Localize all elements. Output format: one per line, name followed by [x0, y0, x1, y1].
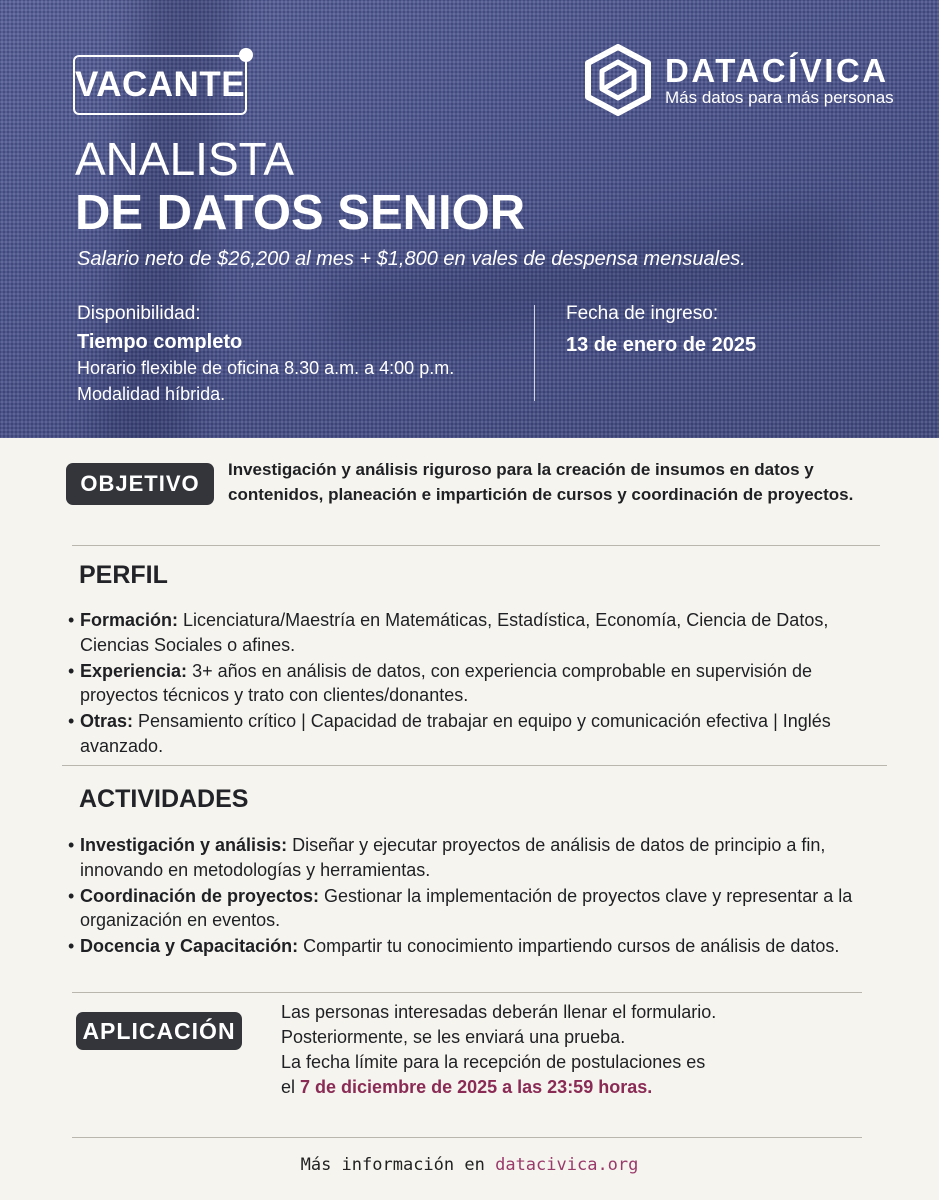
aplicacion-line [281, 1075, 841, 1100]
list-item [68, 934, 868, 959]
list-item-text: Licenciatura/Maestría en Matemáticas, Estadística, Economía, Ciencia de Datos, Ciencias Sociales o afines. [80, 610, 829, 655]
list-item-text: Gestionar la implementación de proyectos clave y representar a la organización en eventos. [80, 885, 853, 930]
list-item-term: Coordinación de proyectos: [80, 885, 320, 906]
aplicacion-badge: APLICACIÓN [76, 1012, 242, 1050]
list-item-term: Experiencia: [80, 660, 188, 681]
list-item-text: Compartir tu conocimiento impartiendo cursos de análisis de datos. [303, 936, 840, 956]
logo-tagline: Más datos para más personas [665, 88, 894, 107]
footer-link[interactable]: datacivica.org [495, 1155, 639, 1175]
job-title-line2: DE DATOS SENIOR [75, 186, 526, 240]
aplicacion-line: Posteriormente, se les enviará una prueba. [281, 1027, 626, 1047]
section-divider [72, 992, 862, 993]
header-divider [534, 305, 535, 401]
aplicacion-line: La fecha límite para la recepción de postulaciones es [281, 1052, 706, 1072]
aplicacion-line: Las personas interesadas deberán llenar el formulario. [281, 1002, 717, 1022]
logo-name: DATACÍVICA [665, 52, 889, 89]
actividades-list [68, 833, 868, 960]
list-item-term: Otras: [80, 711, 134, 731]
aplicacion-prefix: el [281, 1077, 296, 1097]
datacivica-hexagon-icon [583, 44, 653, 116]
list-item-text: Pensamiento crítico | Capacidad de trabajar en equipo y comunicación efectiva | Inglés avanzado. [80, 711, 831, 756]
salary-text: Salario neto de $26,200 al mes + $1,800 en vales de despensa mensuales. [77, 248, 746, 270]
list-item-term: Investigación y análisis: [80, 835, 288, 855]
vacante-badge: VACANTE [73, 55, 247, 115]
list-item [68, 884, 868, 933]
objetivo-text: Investigación y análisis riguroso para la creación de insumos en datos y contenidos, planeación e impartición de cursos y coordinación de proyectos. [228, 460, 854, 504]
availability-value: Tiempo completo [77, 331, 243, 353]
list-item-term: Docencia y Capacitación: [80, 936, 299, 956]
aplicacion-text [281, 1000, 841, 1100]
job-title-line1: ANALISTA [75, 133, 294, 185]
section-divider [62, 765, 887, 766]
availability-mode: Modalidad híbrida. [77, 384, 226, 404]
section-divider [72, 545, 880, 546]
list-item [68, 608, 868, 657]
list-item-text: 3+ años en análisis de datos, con experiencia comprobable en supervisión de proyectos técnicos y trato con clientes/donantes. [80, 660, 812, 705]
list-item [68, 833, 868, 882]
section-divider [72, 1137, 862, 1138]
deadline-text: 7 de diciembre de 2025 a las 23:59 horas. [300, 1077, 653, 1097]
hero-header [0, 0, 939, 438]
datacivica-logo [583, 42, 913, 118]
availability-schedule: Horario flexible de oficina 8.30 a.m. a 4:00 p.m. [77, 358, 455, 378]
actividades-heading: ACTIVIDADES [79, 785, 249, 813]
availability-label: Disponibilidad: [77, 303, 201, 324]
list-item-term: Formación: [80, 610, 179, 630]
perfil-list [68, 608, 868, 760]
perfil-heading: PERFIL [79, 561, 168, 589]
list-item [68, 659, 868, 708]
objetivo-badge: OBJETIVO [66, 463, 214, 505]
footer [0, 1155, 939, 1175]
badge-dot-icon [239, 48, 253, 62]
start-date-value: 13 de enero de 2025 [566, 334, 757, 356]
start-date-label: Fecha de ingreso: [566, 303, 719, 324]
list-item [68, 709, 868, 758]
footer-prefix: Más información en [300, 1155, 485, 1175]
list-item-text: Diseñar y ejecutar proyectos de análisis de datos de principio a fin, innovando en metodologías y herramientas. [80, 835, 826, 880]
